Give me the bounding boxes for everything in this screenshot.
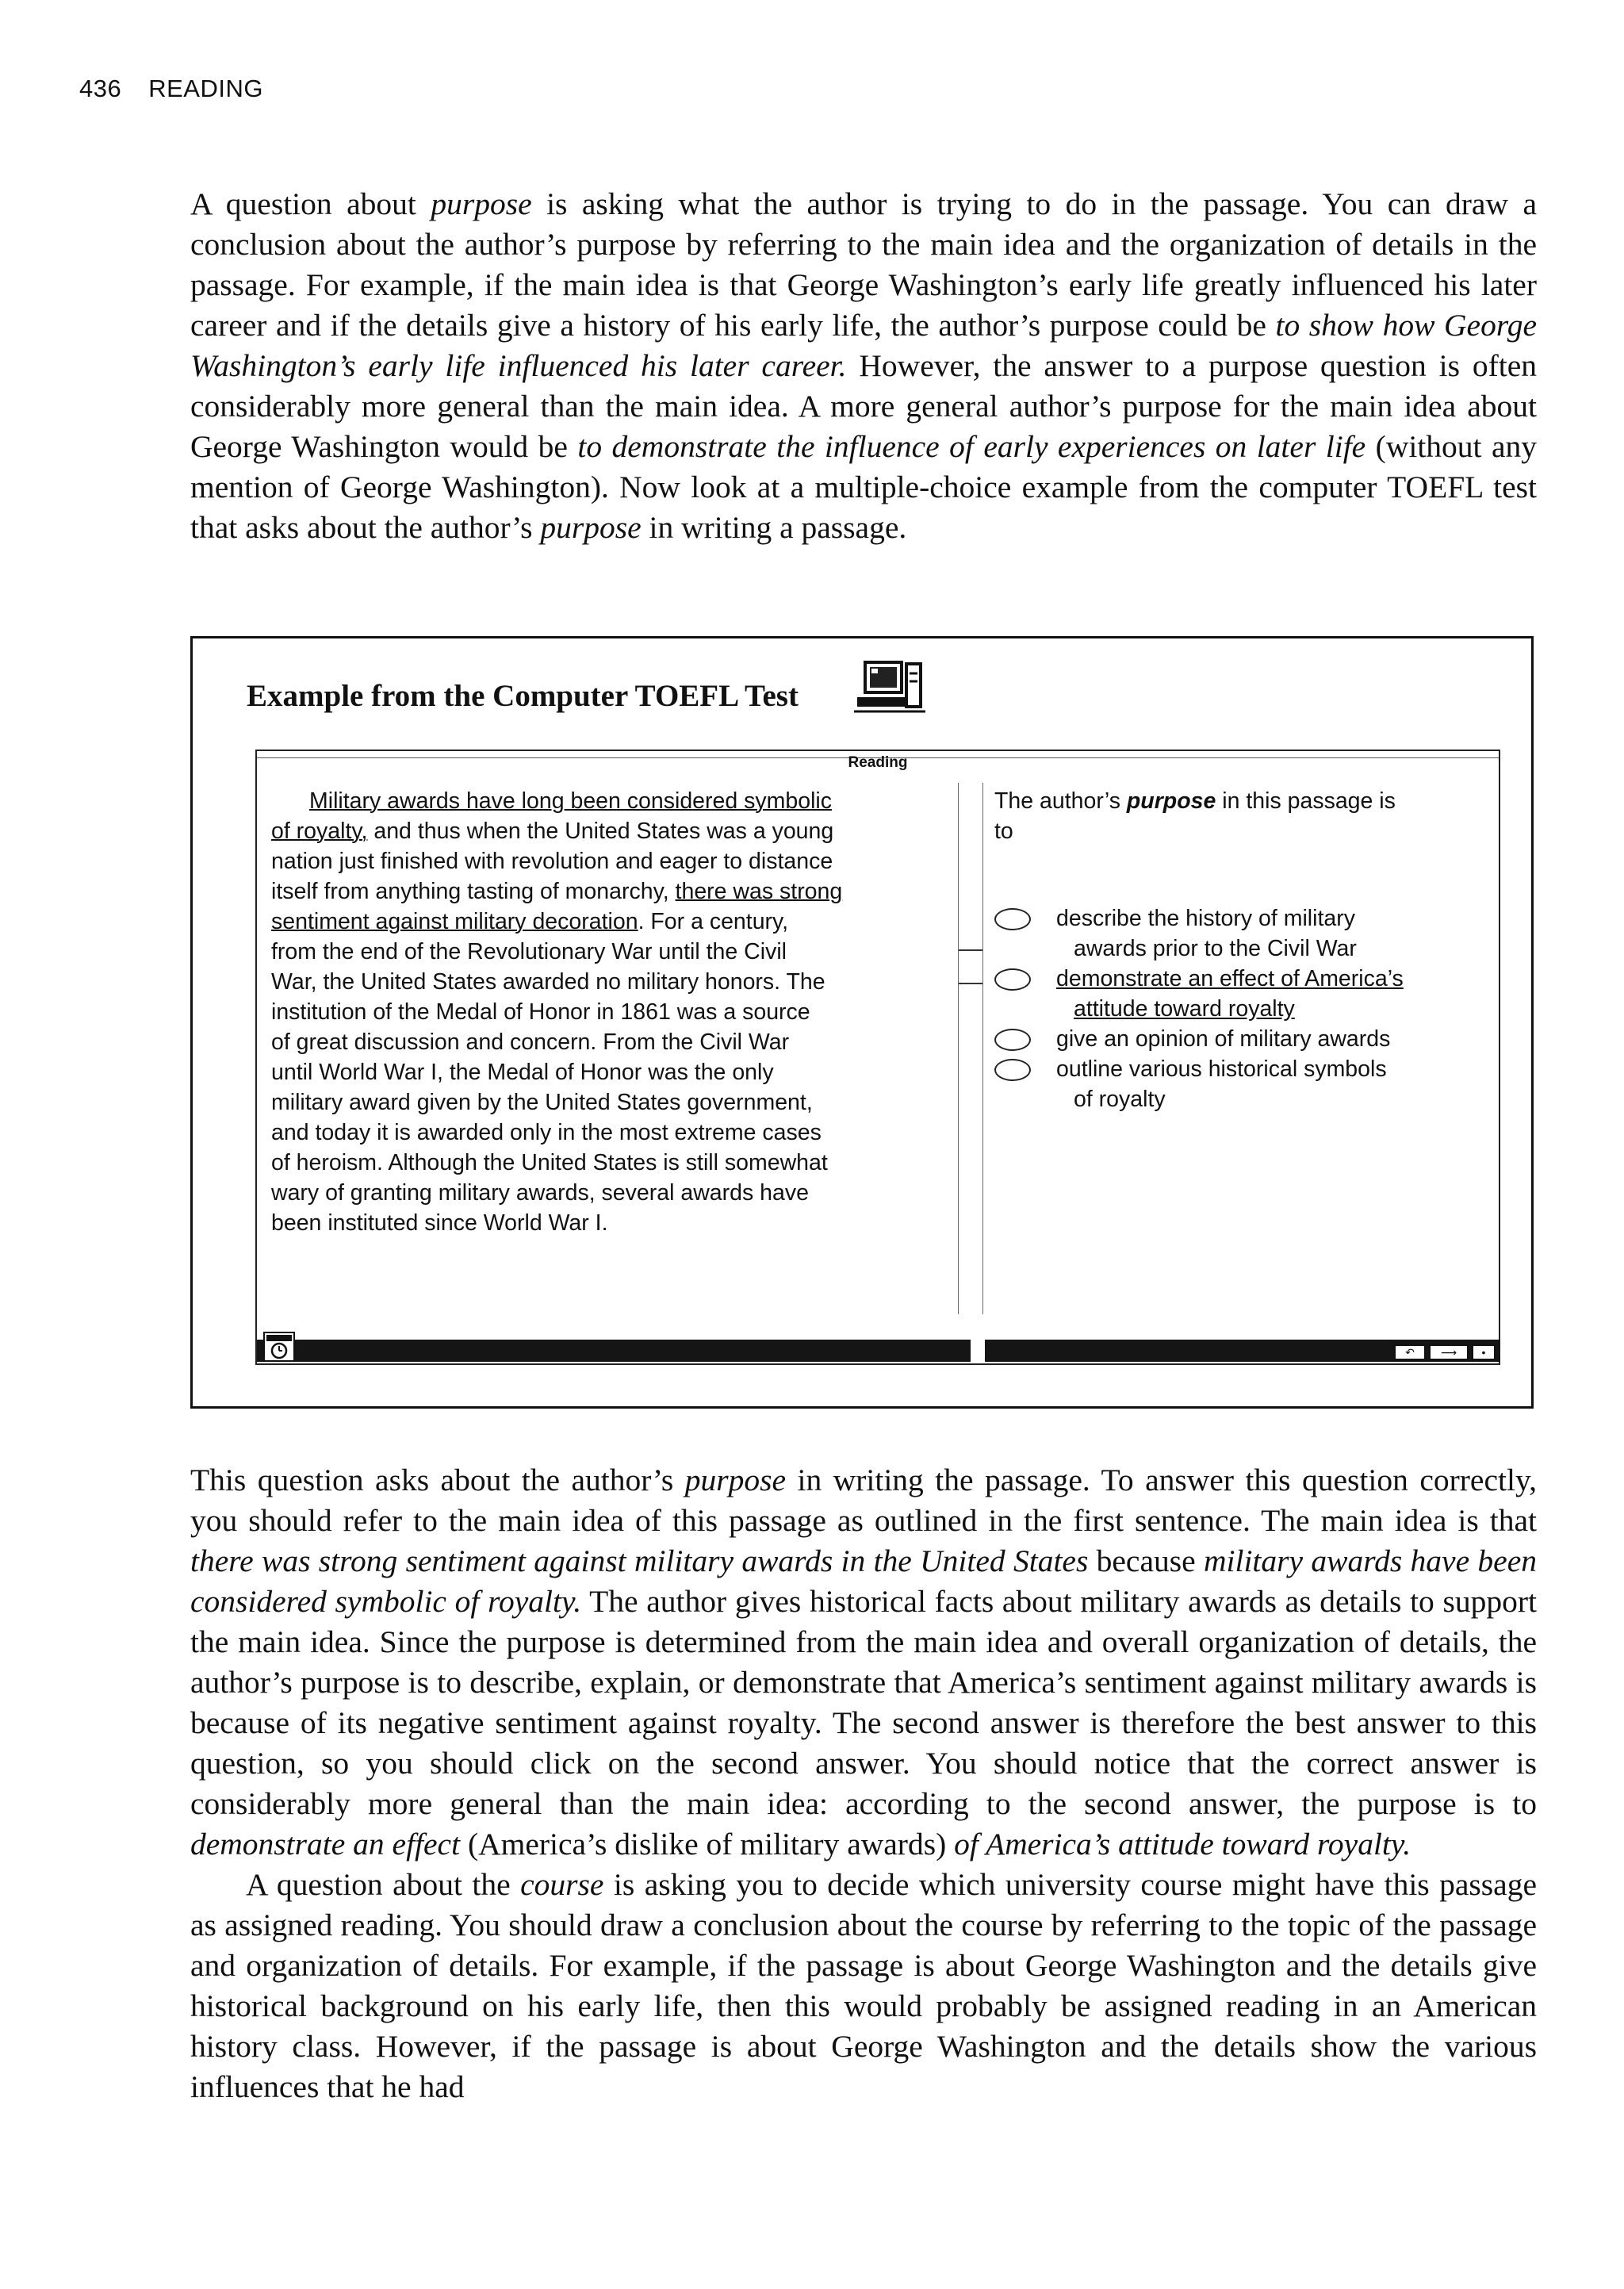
passage-text: wary of granting military awards, several awards have bbox=[271, 1180, 809, 1206]
italic-phrase: to demonstrate the influence of early experiences on later life bbox=[577, 429, 1366, 464]
explanation-paragraph-2 bbox=[190, 1865, 1537, 2107]
text-run: A question about bbox=[190, 186, 431, 221]
passage-text: been instituted since World War I. bbox=[271, 1210, 608, 1236]
help-icon[interactable]: ↶ bbox=[1394, 1344, 1426, 1360]
radio-oval[interactable] bbox=[994, 908, 1031, 930]
italic-phrase: purpose bbox=[431, 186, 532, 221]
question-text-line2: to bbox=[994, 819, 1013, 844]
option-line: give an opinion of military awards bbox=[1056, 1026, 1391, 1052]
passage-line bbox=[271, 816, 937, 846]
passage-line bbox=[271, 937, 937, 967]
text-run: in writing the passage. To answer this question correctly, you should refer to the main idea of this passage as outlined in the first sentence. The main idea is that bbox=[190, 1463, 1538, 1538]
toefl-screen bbox=[255, 750, 1500, 1365]
underlined-phrase: Military awards have long been considered symbolic bbox=[309, 788, 832, 814]
toolbar-left bbox=[257, 1340, 971, 1362]
text-run: in writing a passage. bbox=[641, 510, 907, 545]
passage-line bbox=[271, 907, 937, 937]
option-line: of royalty bbox=[1074, 1087, 1166, 1112]
clock-icon[interactable] bbox=[263, 1332, 295, 1362]
text-run: is asking you to decide which university course might have this passage as assigned reading. You should draw a conclusion about the course by referring to the topic of the passage and organization of details. For example, if the passage is about George Washington and the details give historical background on his early life, then this would probably be assigned reading in an American history class. However, if the passage is about George Washington and the details show the various influences that he had bbox=[190, 1867, 1537, 2104]
passage-line bbox=[271, 1027, 937, 1057]
radio-oval[interactable] bbox=[994, 1029, 1031, 1051]
passage-line bbox=[271, 1057, 937, 1087]
passage-text: and today it is awarded only in the most extreme cases bbox=[271, 1120, 822, 1145]
section-title: READING bbox=[148, 75, 263, 102]
question-keyword: purpose bbox=[1126, 788, 1216, 814]
passage-line bbox=[271, 1208, 937, 1238]
passage-text: itself from anything tasting of monarchy, bbox=[271, 879, 676, 904]
example-title: Example from the Computer TOEFL Test bbox=[247, 679, 799, 713]
passage-line bbox=[271, 967, 937, 997]
option-line: demonstrate an effect of America’s bbox=[1056, 966, 1404, 991]
text-run: because bbox=[1088, 1543, 1204, 1578]
passage-line bbox=[271, 997, 937, 1027]
screen-caption: Reading bbox=[848, 754, 908, 771]
confirm-icon[interactable]: • bbox=[1472, 1344, 1496, 1360]
question-prompt bbox=[994, 786, 1486, 846]
page-number: 436 bbox=[79, 75, 122, 102]
underlined-phrase: sentiment against military decoration bbox=[271, 909, 638, 934]
page-header bbox=[79, 75, 263, 103]
question-text-pre: The author’s bbox=[994, 788, 1127, 814]
option-line: awards prior to the Civil War bbox=[1074, 936, 1357, 961]
next-icon[interactable]: ⟶ bbox=[1429, 1344, 1469, 1360]
passage-text: of heroism. Although the United States is still somewhat bbox=[271, 1150, 828, 1175]
italic-phrase: purpose bbox=[540, 510, 642, 545]
passage-line bbox=[271, 1148, 937, 1178]
text-run: (without any mention of George Washington). Now look at a multiple-choice example from the computer TOEFL test that asks about the author’s bbox=[190, 429, 1537, 545]
text-run: A question about the bbox=[246, 1867, 521, 1902]
computer-icon bbox=[854, 656, 933, 719]
option-text bbox=[1056, 1024, 1390, 1054]
text-run: However, the answer to a purpose question is often considerably more general than the main idea. A more general author’s purpose for the main idea about George Washington would be bbox=[190, 348, 1537, 464]
question-text-post: in this passage is bbox=[1216, 788, 1396, 814]
explanation-paragraph-1 bbox=[190, 1460, 1537, 1865]
passage-text: of great discussion and concern. From the Civil War bbox=[271, 1029, 790, 1055]
passage-text: War, the United States awarded no military honors. The bbox=[271, 969, 825, 995]
italic-phrase: purpose bbox=[684, 1463, 787, 1497]
passage-line bbox=[271, 876, 937, 907]
text-run: This question asks about the author’s bbox=[190, 1463, 685, 1497]
option-text bbox=[1056, 964, 1404, 1024]
option-text bbox=[1056, 1054, 1387, 1114]
toolbar bbox=[257, 1329, 1499, 1363]
explanation-section bbox=[190, 1460, 1537, 2107]
intro-text bbox=[190, 184, 1537, 548]
passage-text: until World War I, the Medal of Honor was the only bbox=[271, 1060, 774, 1085]
option-line: outline various historical symbols bbox=[1056, 1056, 1387, 1082]
text-run: is asking what the author is trying to do in the passage. You can draw a conclusion about the author’s purpose by referring to the main idea and the organization of details in the passage. For example, if the main idea is that George Washington’s early life greatly influenced his later career and if the details give a history of his early life, the author’s purpose could be bbox=[190, 186, 1537, 343]
italic-phrase: military awards have been considered symbolic of royalty. bbox=[190, 1543, 1537, 1619]
passage-line bbox=[271, 846, 937, 876]
italic-phrase: of America’s attitude toward royalty. bbox=[954, 1827, 1411, 1861]
reading-passage bbox=[271, 786, 937, 1238]
passage-line bbox=[271, 1118, 937, 1148]
passage-line bbox=[271, 1087, 937, 1118]
text-run: (America’s dislike of military awards) bbox=[460, 1827, 955, 1861]
passage-text: military award given by the United States government, bbox=[271, 1090, 813, 1115]
text-run: The author gives historical facts about military awards as details to support the main idea. Since the purpose is determined from the main idea and overall organization of details, the author’s purpose is to describe, explain, or demonstrate that America’s sentiment against military awards is because of its negative sentiment against royalty. The second answer is therefore the best answer to this question, so you should click on the second answer. You should notice that the correct answer is considerably more general than the main idea: according to the second answer, the purpose is to bbox=[190, 1584, 1537, 1821]
scroll-thumb[interactable] bbox=[959, 949, 982, 984]
scrollbar[interactable] bbox=[958, 783, 983, 1314]
underlined-phrase: there was strong bbox=[675, 879, 843, 904]
passage-text: institution of the Medal of Honor in 1861 was a source bbox=[271, 999, 810, 1025]
italic-phrase: course bbox=[520, 1867, 604, 1902]
option-line: describe the history of military bbox=[1056, 906, 1355, 931]
option-line: attitude toward royalty bbox=[1074, 996, 1295, 1022]
italic-phrase: there was strong sentiment against military awards in the United States bbox=[190, 1543, 1089, 1578]
passage-line bbox=[271, 1178, 937, 1208]
passage-text: and thus when the United States was a young bbox=[367, 819, 834, 844]
example-box bbox=[190, 636, 1534, 1409]
passage-text: . For a century, bbox=[638, 909, 789, 934]
passage-text: from the end of the Revolutionary War until the Civil bbox=[271, 939, 787, 964]
italic-phrase: to show how George Washington’s early life influenced his later career. bbox=[190, 308, 1538, 383]
italic-phrase: demonstrate an effect bbox=[190, 1827, 461, 1861]
passage-line bbox=[271, 786, 937, 816]
passage-text: nation just finished with revolution and eager to distance bbox=[271, 849, 833, 874]
radio-oval[interactable] bbox=[994, 1059, 1031, 1081]
option-text bbox=[1056, 903, 1357, 964]
radio-oval[interactable] bbox=[994, 968, 1031, 991]
underlined-phrase: of royalty, bbox=[271, 819, 368, 844]
intro-paragraph bbox=[190, 184, 1537, 548]
